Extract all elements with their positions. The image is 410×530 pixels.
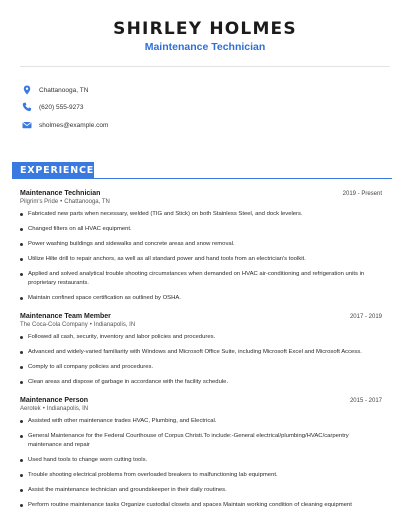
contact-email [22, 119, 322, 131]
bullet-item: Followed all cash, security, inventory and labor policies and procedures. [20, 333, 382, 342]
header-divider [20, 66, 390, 67]
bullet-item: Trouble shooting electrical problems from overloaded breakers to malfunctioning lab equipment. [20, 471, 382, 480]
job-title-heading: Maintenance Technician [144, 41, 266, 53]
job-entry [20, 190, 382, 303]
bullet-item: General Maintenance for the Federal Courthouse of Corpus Christi.To include:-General electrical/plumbing/HVAC/carpentry maintenance and repair [20, 432, 382, 450]
experience-section-rule [12, 178, 392, 179]
bullet-item: Assisted with other maintenance trades HVAC, Plumbing, and Electrical. [20, 417, 382, 426]
candidate-name: SHIRLEY HOLMES [113, 19, 297, 39]
contact-email-text: sholmes@example.com [39, 121, 109, 129]
bullet-item: Power washing buildings and sidewalks and concrete areas and snow removal. [20, 240, 382, 249]
job-entry [20, 313, 382, 387]
contact-phone-text: (620) 555-9273 [39, 103, 84, 111]
job-title: Maintenance Team Member [20, 313, 111, 320]
bullet-item: Applied and solved analytical trouble shooting circumstances when demanded on HVAC air-conditioning and refrigeration units in proprietary restaurants. [20, 270, 382, 288]
bullet-item: Clean areas and dispose of garbage in accordance with the facility schedule. [20, 378, 382, 387]
location-pin-icon [22, 85, 32, 95]
job-company: Aerotek [20, 406, 41, 412]
job-company: Pilgrim's Pride [20, 199, 59, 205]
job-dates: 2019 - Present [342, 191, 382, 197]
bullet-item: Comply to all company policies and procedures. [20, 363, 382, 372]
bullet-item: Perform routine maintenance tasks Organize custodial closets and spaces Maintain working condition of cleaning equipment [20, 501, 382, 510]
job-location: Chattanooga, TN [64, 199, 110, 205]
bullet-item: Utilize Hilte drill to repair anchors, as well as all standard power and hand tools from an electrician's toolkit. [20, 255, 382, 264]
job-location: Indianapolis, IN [93, 322, 136, 328]
contact-phone [22, 101, 322, 113]
job-dates: 2015 - 2017 [349, 398, 382, 404]
bullet-item: Maintain confined space certification as outlined by OSHA. [20, 294, 382, 303]
job-title: Maintenance Technician [20, 190, 101, 197]
phone-icon [22, 102, 32, 112]
email-icon [22, 120, 32, 130]
bullet-item: Used hand tools to change worn cutting tools. [20, 456, 382, 465]
job-location: Indianapolis, IN [46, 406, 89, 412]
job-company-line: Pilgrim's Pride • Chattanooga, TN [20, 199, 110, 205]
bullet-item: Fabricated new parts when necessary, welded (TIG and Stick) on both Stainless Steel, and dock levelers. [20, 210, 382, 219]
job-bullets [20, 333, 382, 387]
job-company-line: Aerotek • Indianapolis, IN [20, 406, 89, 412]
job-title: Maintenance Person [20, 397, 89, 404]
job-company-line: The Coca-Cola Company • Indianapolis, IN [20, 322, 136, 328]
job-bullets [20, 417, 382, 510]
contact-location [22, 84, 322, 96]
job-company: The Coca-Cola Company [20, 322, 88, 328]
bullet-item: Assist the maintenance technician and groundskeeper in their daily routines. [20, 486, 382, 495]
job-entry [20, 397, 382, 510]
bullet-item: Advanced and widely-varied familiarity with Windows and Microsoft Office Suite, including Microsoft Excel and Microsoft Access. [20, 348, 382, 357]
job-bullets [20, 210, 382, 303]
experience-section-header: EXPERIENCE [12, 162, 94, 179]
contact-location-text: Chattanooga, TN [39, 86, 89, 94]
job-dates: 2017 - 2019 [349, 314, 382, 320]
bullet-item: Changed filters on all HVAC equipment. [20, 225, 382, 234]
